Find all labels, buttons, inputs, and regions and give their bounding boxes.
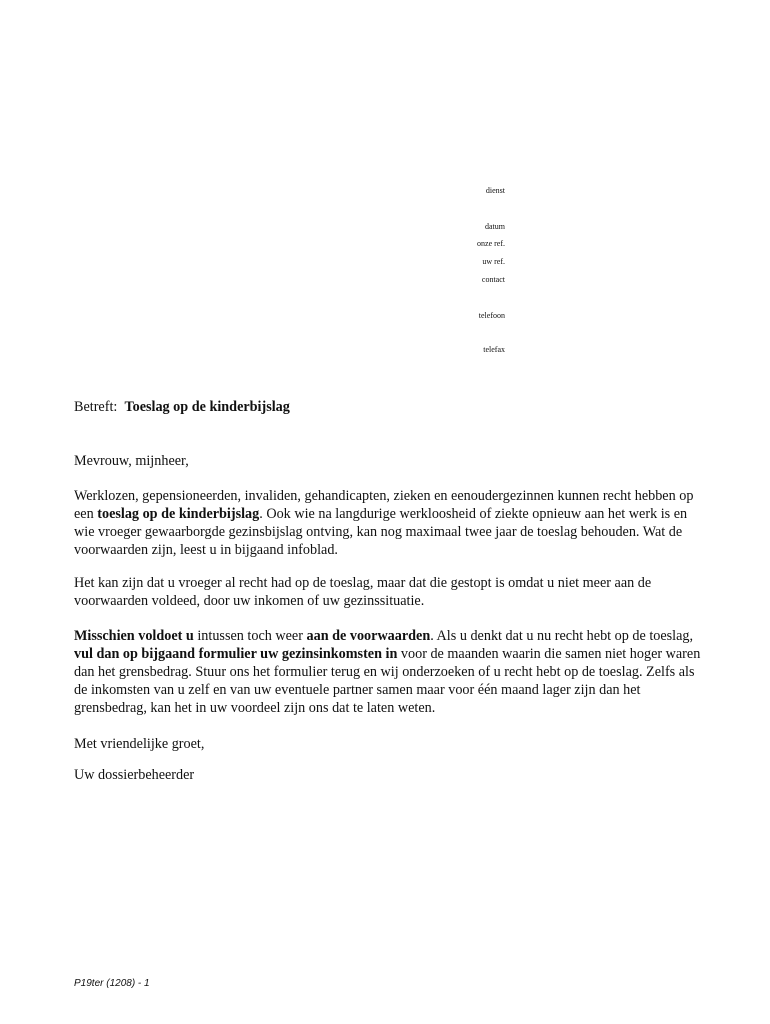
subject-line xyxy=(74,398,290,416)
salutation: Mevrouw, mijnheer, xyxy=(74,453,189,469)
signature: Uw dossierbeheerder xyxy=(74,767,195,783)
paragraph-3-text-b: . Als u denkt dat u nu recht hebt op de toeslag, xyxy=(430,628,694,644)
footer-reference: P19ter (1208) - 1 xyxy=(74,978,150,989)
paragraph-3-text-a: intussen toch weer xyxy=(193,628,307,644)
header-label-contact: contact xyxy=(481,275,505,284)
paragraph-1-text-a: Werklozen, gepensioneerden, invaliden, gehandicapten, zieken en eenoudergezinnen kunnen recht hebben op een xyxy=(74,488,694,522)
header-label-uw-ref: uw ref. xyxy=(482,257,505,266)
header-label-onze-ref: onze ref. xyxy=(477,239,505,248)
header-label-telefoon: telefoon xyxy=(478,311,505,320)
paragraph-1-bold-a: toeslag op de kinderbijslag xyxy=(97,506,260,522)
paragraph-3-text-c: voor de maanden waarin die samen niet hoger waren dan het grensbedrag. Stuur ons het formulier terug en wij onderzoeken of u recht hebt op de toeslag. Zelfs als de inkomsten van u zelf en van uw eventuele partner samen maar voor één maand lager zijn dan het grensbedrag, kan het in uw voordeel zijn ons dat te laten weten. xyxy=(74,646,701,716)
header-label-datum: datum xyxy=(485,222,505,231)
paragraph-1-text-b: . Ook wie na langdurige werkloosheid of ziekte opnieuw aan het werk is en wie vroeger gewaarborgde gezinsbijslag ontving, kan nog maximaal twee jaar de toeslag behouden. Wat de voorwaarden zijn, leest u in bijgaand infoblad. xyxy=(74,506,688,558)
paragraph-1 xyxy=(74,487,704,559)
paragraph-3 xyxy=(74,627,704,717)
paragraph-3-bold-a: Misschien voldoet u xyxy=(74,628,194,644)
paragraph-3-bold-b: aan de voorwaarden xyxy=(306,628,431,644)
header-label-telefax: telefax xyxy=(483,345,505,354)
closing: Met vriendelijke groet, xyxy=(74,736,205,752)
paragraph-2: Het kan zijn dat u vroeger al recht had op de toeslag, maar dat die gestopt is omdat u niet meer aan de voorwaarden voldeed, door uw inkomen of uw gezinssituatie. xyxy=(74,575,652,609)
subject-label: Betreft: xyxy=(74,399,118,415)
subject-title: Toeslag op de kinderbijslag xyxy=(124,399,290,415)
paragraph-3-bold-c: vul dan op bijgaand formulier uw gezinsinkomsten in xyxy=(74,646,398,662)
header-label-dienst: dienst xyxy=(485,186,505,195)
